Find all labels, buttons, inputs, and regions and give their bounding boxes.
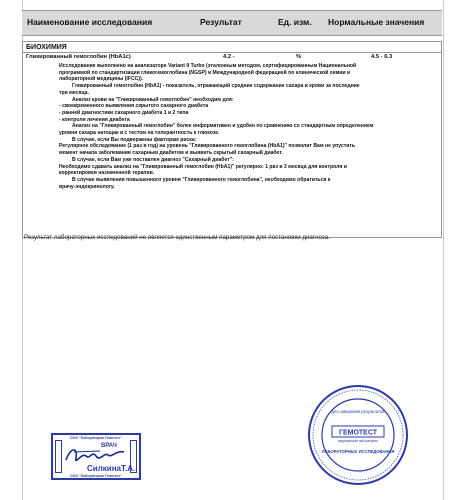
desc-line: программой по стандартизации гликогемоглобина (NGSP) и Международной федерацией по клинической химии и	[59, 69, 351, 76]
test-row	[26, 54, 438, 62]
section-title: БИОХИМИЯ	[26, 44, 67, 51]
col-norm-header: Нормальные значения	[328, 17, 425, 27]
stamp-round-bottom: ЛАБОРАТОРНЫХ ИССЛЕДОВАНИЯ	[321, 449, 395, 454]
desc-line: Анализ на "Гликированный гемоглобин" более информативен и удобен по сравнению со стандартным определением	[72, 123, 374, 130]
stamp-top-text: ООО "Лаборатория Гемотест"	[69, 436, 123, 440]
stamp-title: ВРАЧ	[101, 443, 117, 449]
stamp-bottom-text: ООО "Лаборатория Гемотест"	[69, 474, 123, 478]
section-divider	[23, 52, 441, 53]
desc-line: Анализ крови на "Гликированный гемоглобин" необходим для:	[72, 96, 234, 103]
stamp-doctor-name: СилкинаТ.А.	[87, 464, 136, 473]
col-result-header: Результат	[200, 17, 242, 27]
biochemistry-section	[22, 41, 442, 238]
stamp-brand: ГЕМОТЕСТ	[338, 429, 378, 437]
desc-line: врачу-эндокринологу.	[59, 183, 115, 190]
stamp-small-text: медицинская лаборатория	[338, 439, 378, 443]
test-name: Гликированный гемоглобин (HbA1c)	[26, 54, 131, 60]
footer-disclaimer: Результат лабораторных исследований не является единственным параметром для постановки диагноза.	[24, 234, 330, 241]
desc-line: Необходимо сдавать анализ на "Гликированный гемоглобин (HbA1)" регулярно: 1 раз в 3 месяца для контроля и	[59, 163, 347, 170]
test-description	[59, 63, 429, 190]
desc-line: момент начала заболевания сахарным диабетом и выявить скрытый сахарный диабет.	[59, 150, 283, 157]
desc-line: лабораторной медицины (IFCC)).	[59, 76, 144, 83]
desc-line: уровня сахара натощак и с тестом на толерантность к глюкозе.	[59, 130, 220, 137]
stamp-round-top: для заверения результатов	[331, 409, 385, 414]
col-unit-header: Ед. изм.	[278, 17, 312, 27]
desc-line: - ранней диагностики сахарного диабета 1 и 2 типа	[59, 109, 189, 116]
desc-line: - своевременного выявления скрытого сахарного диабета	[59, 103, 209, 110]
desc-line: корректировки назначенной терапии.	[59, 170, 155, 177]
doctor-signature	[60, 440, 130, 470]
desc-line: Исследование выполнено на анализаторе Variant II Turbo (эталонным методом, сертифицированным Национальной	[59, 63, 357, 69]
desc-line: В случае выявления повышенного уровня "Гликированного гемоглобина", необходимо обратиться к	[72, 176, 331, 183]
desc-line: В случае, если Вам уже поставлен диагноз "Сахарный диабет":	[72, 156, 234, 163]
desc-line: Гликированный гемоглобин (HbA1) - показатель, отражающий средние содержание сахара в крови за последние	[72, 83, 360, 90]
desc-line: - контроля лечения диабета	[59, 116, 130, 123]
test-value: 4.2 -	[223, 54, 235, 60]
desc-line: Регулярное обследование (1 раз в год) на уровень "Гликированного гемоглобина (HbA1)" позволит Вам не упустить	[59, 143, 356, 150]
table-header	[22, 10, 442, 36]
test-unit: %	[296, 54, 302, 60]
col-name-header: Наименование исследования	[27, 17, 153, 27]
test-norm: 4.5 - 6.3	[371, 54, 393, 60]
desc-line: три месяца.	[59, 89, 89, 96]
desc-line: В случае, если Вы подвержены факторам риска:	[72, 136, 197, 143]
lab-round-stamp	[306, 383, 410, 487]
